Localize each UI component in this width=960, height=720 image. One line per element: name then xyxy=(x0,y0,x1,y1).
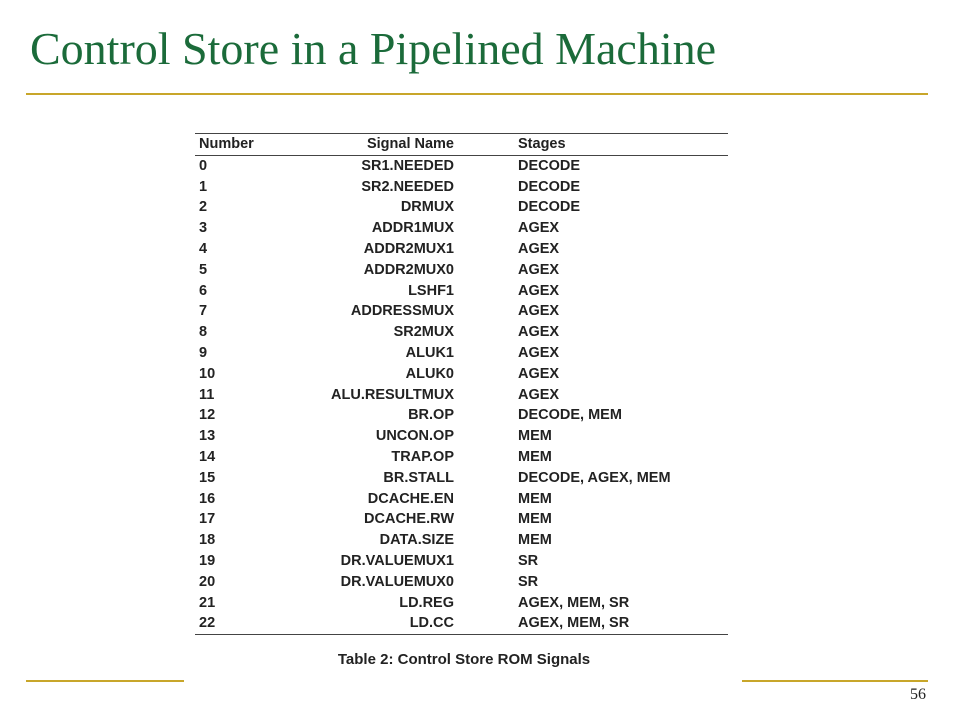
table-row xyxy=(195,239,728,260)
cell-stages: AGEX xyxy=(518,282,560,299)
control-signals-table xyxy=(195,133,728,635)
cell-signal-name: TRAP.OP xyxy=(391,448,454,465)
cell-signal-name: ALU.RESULTMUX xyxy=(331,386,454,403)
cell-signal-name: LD.CC xyxy=(409,615,454,632)
cell-number: 0 xyxy=(199,157,208,174)
table-row xyxy=(195,405,728,426)
signal-table-figure xyxy=(190,125,738,668)
cell-number: 6 xyxy=(199,282,208,299)
cell-number: 21 xyxy=(199,594,216,611)
table-row xyxy=(195,155,728,176)
cell-number: 20 xyxy=(199,573,216,590)
table-row xyxy=(195,260,728,281)
table-body xyxy=(195,155,728,634)
table-row xyxy=(195,426,728,447)
cell-number: 22 xyxy=(199,615,216,632)
cell-number: 12 xyxy=(199,407,216,424)
table-caption: Table 2: Control Store ROM Signals xyxy=(337,651,591,668)
table-row xyxy=(195,197,728,218)
cell-number: 17 xyxy=(199,511,216,528)
cell-signal-name: DR.VALUEMUX1 xyxy=(340,552,454,569)
footer-rule-right xyxy=(742,680,928,682)
table-row xyxy=(195,551,728,572)
cell-signal-name: ADDR2MUX1 xyxy=(363,240,454,257)
cell-number: 13 xyxy=(199,428,216,445)
cell-signal-name: UNCON.OP xyxy=(375,428,454,445)
cell-number: 10 xyxy=(199,365,216,382)
cell-number: 8 xyxy=(199,324,208,341)
cell-stages: AGEX xyxy=(518,365,560,382)
cell-stages: DECODE xyxy=(518,199,581,216)
cell-signal-name: DRMUX xyxy=(400,199,454,216)
cell-number: 16 xyxy=(199,490,216,507)
cell-stages: AGEX xyxy=(518,240,560,257)
cell-signal-name: SR2.NEEDED xyxy=(361,178,454,195)
cell-number: 15 xyxy=(199,469,216,486)
footer-rule-left xyxy=(26,680,184,682)
cell-stages: MEM xyxy=(518,511,552,528)
table-row xyxy=(195,572,728,593)
cell-stages: SR xyxy=(518,552,539,569)
cell-stages: AGEX xyxy=(518,303,560,320)
cell-stages: SR xyxy=(518,573,539,590)
cell-signal-name: DATA.SIZE xyxy=(379,532,454,549)
cell-signal-name: ADDR2MUX0 xyxy=(363,261,454,278)
table-row xyxy=(195,301,728,322)
cell-stages: DECODE, AGEX, MEM xyxy=(518,469,671,486)
cell-signal-name: SR1.NEEDED xyxy=(361,157,454,174)
cell-signal-name: BR.OP xyxy=(408,407,454,424)
table-row xyxy=(195,218,728,239)
table-row xyxy=(195,509,728,530)
cell-number: 19 xyxy=(199,552,216,569)
cell-number: 7 xyxy=(199,303,208,320)
cell-signal-name: LD.REG xyxy=(399,594,454,611)
page-number: 56 xyxy=(910,686,926,703)
cell-number: 1 xyxy=(199,178,208,195)
cell-signal-name: BR.STALL xyxy=(383,469,454,486)
table-row xyxy=(195,489,728,510)
header-signal-name: Signal Name xyxy=(366,136,454,152)
cell-stages: AGEX xyxy=(518,344,560,361)
cell-signal-name: DCACHE.EN xyxy=(367,490,454,507)
cell-number: 11 xyxy=(199,386,215,403)
slide-title: Control Store in a Pipelined Machine xyxy=(30,23,717,74)
cell-number: 18 xyxy=(199,532,216,549)
table-row xyxy=(195,447,728,468)
table-row xyxy=(195,281,728,302)
cell-stages: AGEX xyxy=(518,261,560,278)
cell-signal-name: ADDR1MUX xyxy=(371,220,454,237)
cell-stages: AGEX xyxy=(518,220,560,237)
cell-number: 4 xyxy=(199,240,208,257)
cell-stages: AGEX, MEM, SR xyxy=(518,594,630,611)
cell-signal-name: ALUK0 xyxy=(405,365,454,382)
table-row xyxy=(195,385,728,406)
header-stages: Stages xyxy=(518,136,566,152)
cell-number: 3 xyxy=(199,220,208,237)
header-number: Number xyxy=(199,136,254,152)
cell-signal-name: DR.VALUEMUX0 xyxy=(340,573,454,590)
table-row xyxy=(195,593,728,614)
table-row xyxy=(195,177,728,198)
cell-stages: AGEX xyxy=(518,324,560,341)
table-row xyxy=(195,468,728,489)
table-row xyxy=(195,322,728,343)
table-row xyxy=(195,343,728,364)
cell-stages: MEM xyxy=(518,490,552,507)
cell-stages: AGEX, MEM, SR xyxy=(518,615,630,632)
cell-stages: AGEX xyxy=(518,386,560,403)
cell-stages: DECODE xyxy=(518,178,581,195)
cell-stages: DECODE, MEM xyxy=(518,407,622,424)
table-row xyxy=(195,364,728,385)
cell-number: 9 xyxy=(199,344,208,361)
cell-stages: DECODE xyxy=(518,157,581,174)
cell-signal-name: ADDRESSMUX xyxy=(350,303,454,320)
cell-stages: MEM xyxy=(518,428,552,445)
cell-number: 2 xyxy=(199,199,208,216)
cell-number: 14 xyxy=(199,448,216,465)
cell-signal-name: DCACHE.RW xyxy=(364,511,454,528)
table-row xyxy=(195,530,728,551)
cell-signal-name: SR2MUX xyxy=(393,324,454,341)
table-header-row xyxy=(195,134,728,156)
cell-signal-name: LSHF1 xyxy=(408,282,454,299)
cell-stages: MEM xyxy=(518,448,552,465)
cell-number: 5 xyxy=(199,261,208,278)
title-divider xyxy=(26,93,928,95)
cell-stages: MEM xyxy=(518,532,552,549)
table-row xyxy=(195,613,728,634)
cell-signal-name: ALUK1 xyxy=(405,344,454,361)
